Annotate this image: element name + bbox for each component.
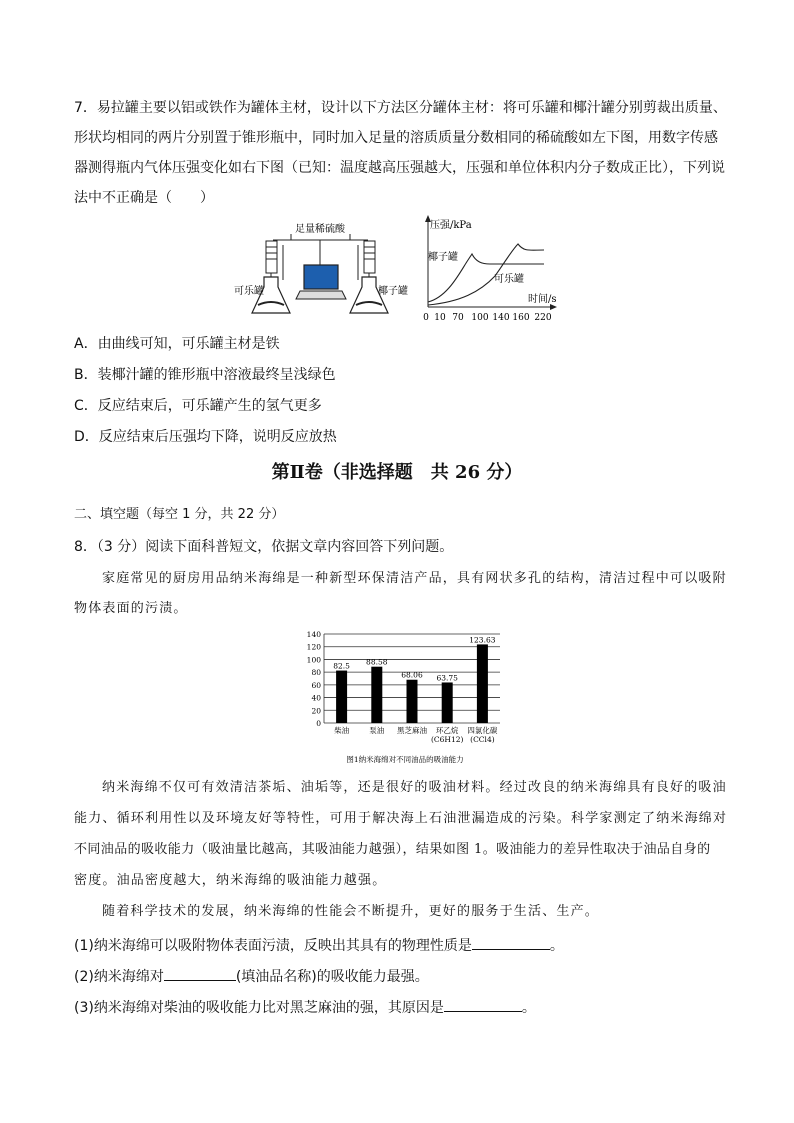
answer-blank-1[interactable] <box>472 935 550 950</box>
chart-bar <box>407 680 418 723</box>
chart-category-label: 柴油 <box>334 726 350 735</box>
chart-y-tick-label: 0 <box>316 719 321 728</box>
graph-tick: 140 <box>492 313 510 323</box>
chart-bar <box>371 667 382 723</box>
chart-title: 图1纳米海绵对不同油品的吸油能力 <box>346 755 464 764</box>
q8-subq-3-text: (3)纳米海绵对柴油的吸收能力比对黑芝麻油的强，其原因是 <box>74 1000 444 1016</box>
q8-subq-1-end: 。 <box>549 938 564 954</box>
graph-tick: 220 <box>534 313 552 323</box>
q7-line-1: 7．易拉罐主要以铝或铁作为罐体主材，设计以下方法区分罐体主材：将可乐罐和椰汁罐分别剪裁出质量、 <box>74 100 727 116</box>
chart-y-tick-label: 40 <box>311 693 321 703</box>
chart-category-label: 黑芝麻油 <box>397 726 427 735</box>
chart-category-label: 泵油 <box>369 726 385 735</box>
chart-y-tick-label: 140 <box>306 630 321 639</box>
q8-para1-line1: 家庭常见的厨房用品纳米海绵是一种新型环保清洁产品，具有网状多孔的结构，清洁过程中可以吸附 <box>102 571 727 586</box>
pressure-graph <box>420 212 560 324</box>
q7-line-2: 形状均相同的两片分别置于锥形瓶中，同时加入足量的溶质质量分数相同的稀硫酸如左下图，用数字传感 <box>74 130 718 146</box>
chart-data-label: 68.06 <box>401 670 423 680</box>
graph-tick: 100 <box>471 313 489 323</box>
graph-curve2-label: 可乐罐 <box>494 274 524 285</box>
q7-option-d: D．反应结束后压强均下降，说明反应放热 <box>74 429 337 445</box>
q8-para3: 随着科学技术的发展，纳米海绵的性能会不断提升，更好的服务于生活、生产。 <box>102 904 600 919</box>
graph-tick: 70 <box>452 313 464 323</box>
graph-tick: 160 <box>512 313 530 323</box>
graph-ylabel: 压强/kPa <box>430 220 472 231</box>
graph-xlabel: 时间/s <box>528 294 557 305</box>
q8-para2-line4: 密度。油品密度越大，纳米海绵的吸油能力越强。 <box>74 873 387 888</box>
q8-para2-line1: 纳米海绵不仅可有效清洁茶垢、油垢等，还是很好的吸油材料。经过改良的纳米海绵具有良好的吸油 <box>102 780 727 795</box>
graph-curve1-label: 椰子罐 <box>428 252 458 263</box>
chart-data-label: 63.75 <box>436 673 458 683</box>
chart-y-tick-label: 100 <box>306 655 321 665</box>
apparatus-right-label: 椰子罐 <box>378 286 408 297</box>
q7-line-3: 器测得瓶内气体压强变化如右下图（已知：温度越高压强越大，压强和单位体积内分子数成正比），下列说 <box>74 160 725 176</box>
q8-subq-2 <box>74 966 429 987</box>
chart-bar <box>477 644 488 723</box>
apparatus-top-label: 足量稀硫酸 <box>295 224 345 235</box>
chart-category-label: 四氯化碳 <box>467 726 498 735</box>
q8-para1-line2: 物体表面的污渍。 <box>74 601 188 616</box>
q8-subq-1 <box>74 935 564 956</box>
q7-option-a: A．由曲线可知，可乐罐主材是铁 <box>74 336 280 352</box>
q8-subq-2-text-a: (2)纳米海绵对 <box>74 969 164 985</box>
q8-header: 8．（3 分）阅读下面科普短文，依据文章内容回答下列问题。 <box>74 539 454 555</box>
q7-line-4: 法中不正确是（ ） <box>74 190 214 206</box>
graph-tick: 0 <box>423 313 429 323</box>
chart-y-tick-label: 80 <box>311 668 321 678</box>
apparatus-left-label: 可乐罐 <box>234 286 264 297</box>
chart-category-label: (C6H12) <box>430 735 464 744</box>
q8-para2-line2: 能力、循环利用性以及环境友好等特性，可用于解决海上石油泄漏造成的污染。科学家测定了纳米海绵对 <box>74 811 728 826</box>
chart-y-tick-label: 120 <box>306 642 321 652</box>
chart-bar <box>336 671 347 723</box>
chart-y-tick-label: 20 <box>311 706 321 716</box>
apparatus-figure <box>228 215 413 323</box>
oil-absorption-chart <box>300 626 510 768</box>
chart-category-label: 环乙烷 <box>435 726 459 735</box>
chart-data-label: 88.58 <box>366 657 388 667</box>
chart-category-label: (CCl4) <box>470 735 495 744</box>
q8-subq-3-end: 。 <box>521 1000 536 1016</box>
q8-para2-line3: 不同油品的吸收能力（吸油量比越高，其吸油能力越强），结果如图 1。吸油能力的差异性取决于油品自身的 <box>74 842 711 857</box>
answer-blank-3[interactable] <box>444 997 522 1012</box>
chart-bar <box>442 682 453 723</box>
section2-heading: 二、填空题（每空 1 分，共 22 分） <box>74 507 285 522</box>
q8-subq-1-text: (1)纳米海绵可以吸附物体表面污渍，反映出其具有的物理性质是 <box>74 938 472 954</box>
answer-blank-2[interactable] <box>164 966 236 981</box>
chart-data-label: 82.5 <box>333 661 350 671</box>
q7-option-c: C．反应结束后，可乐罐产生的氢气更多 <box>74 398 322 414</box>
chart-data-label: 123.63 <box>469 635 496 645</box>
q8-subq-3 <box>74 997 536 1018</box>
q8-subq-2-text-b: (填油品名称)的吸收能力最强。 <box>235 969 429 985</box>
graph-tick: 10 <box>434 313 446 323</box>
q7-option-b: B．装椰汁罐的锥形瓶中溶液最终呈浅绿色 <box>74 367 336 383</box>
graph-x-ticks <box>423 313 552 323</box>
section-title: 第Ⅱ卷（非选择题 共 26 分） <box>271 462 523 483</box>
chart-y-tick-label: 60 <box>311 680 321 690</box>
